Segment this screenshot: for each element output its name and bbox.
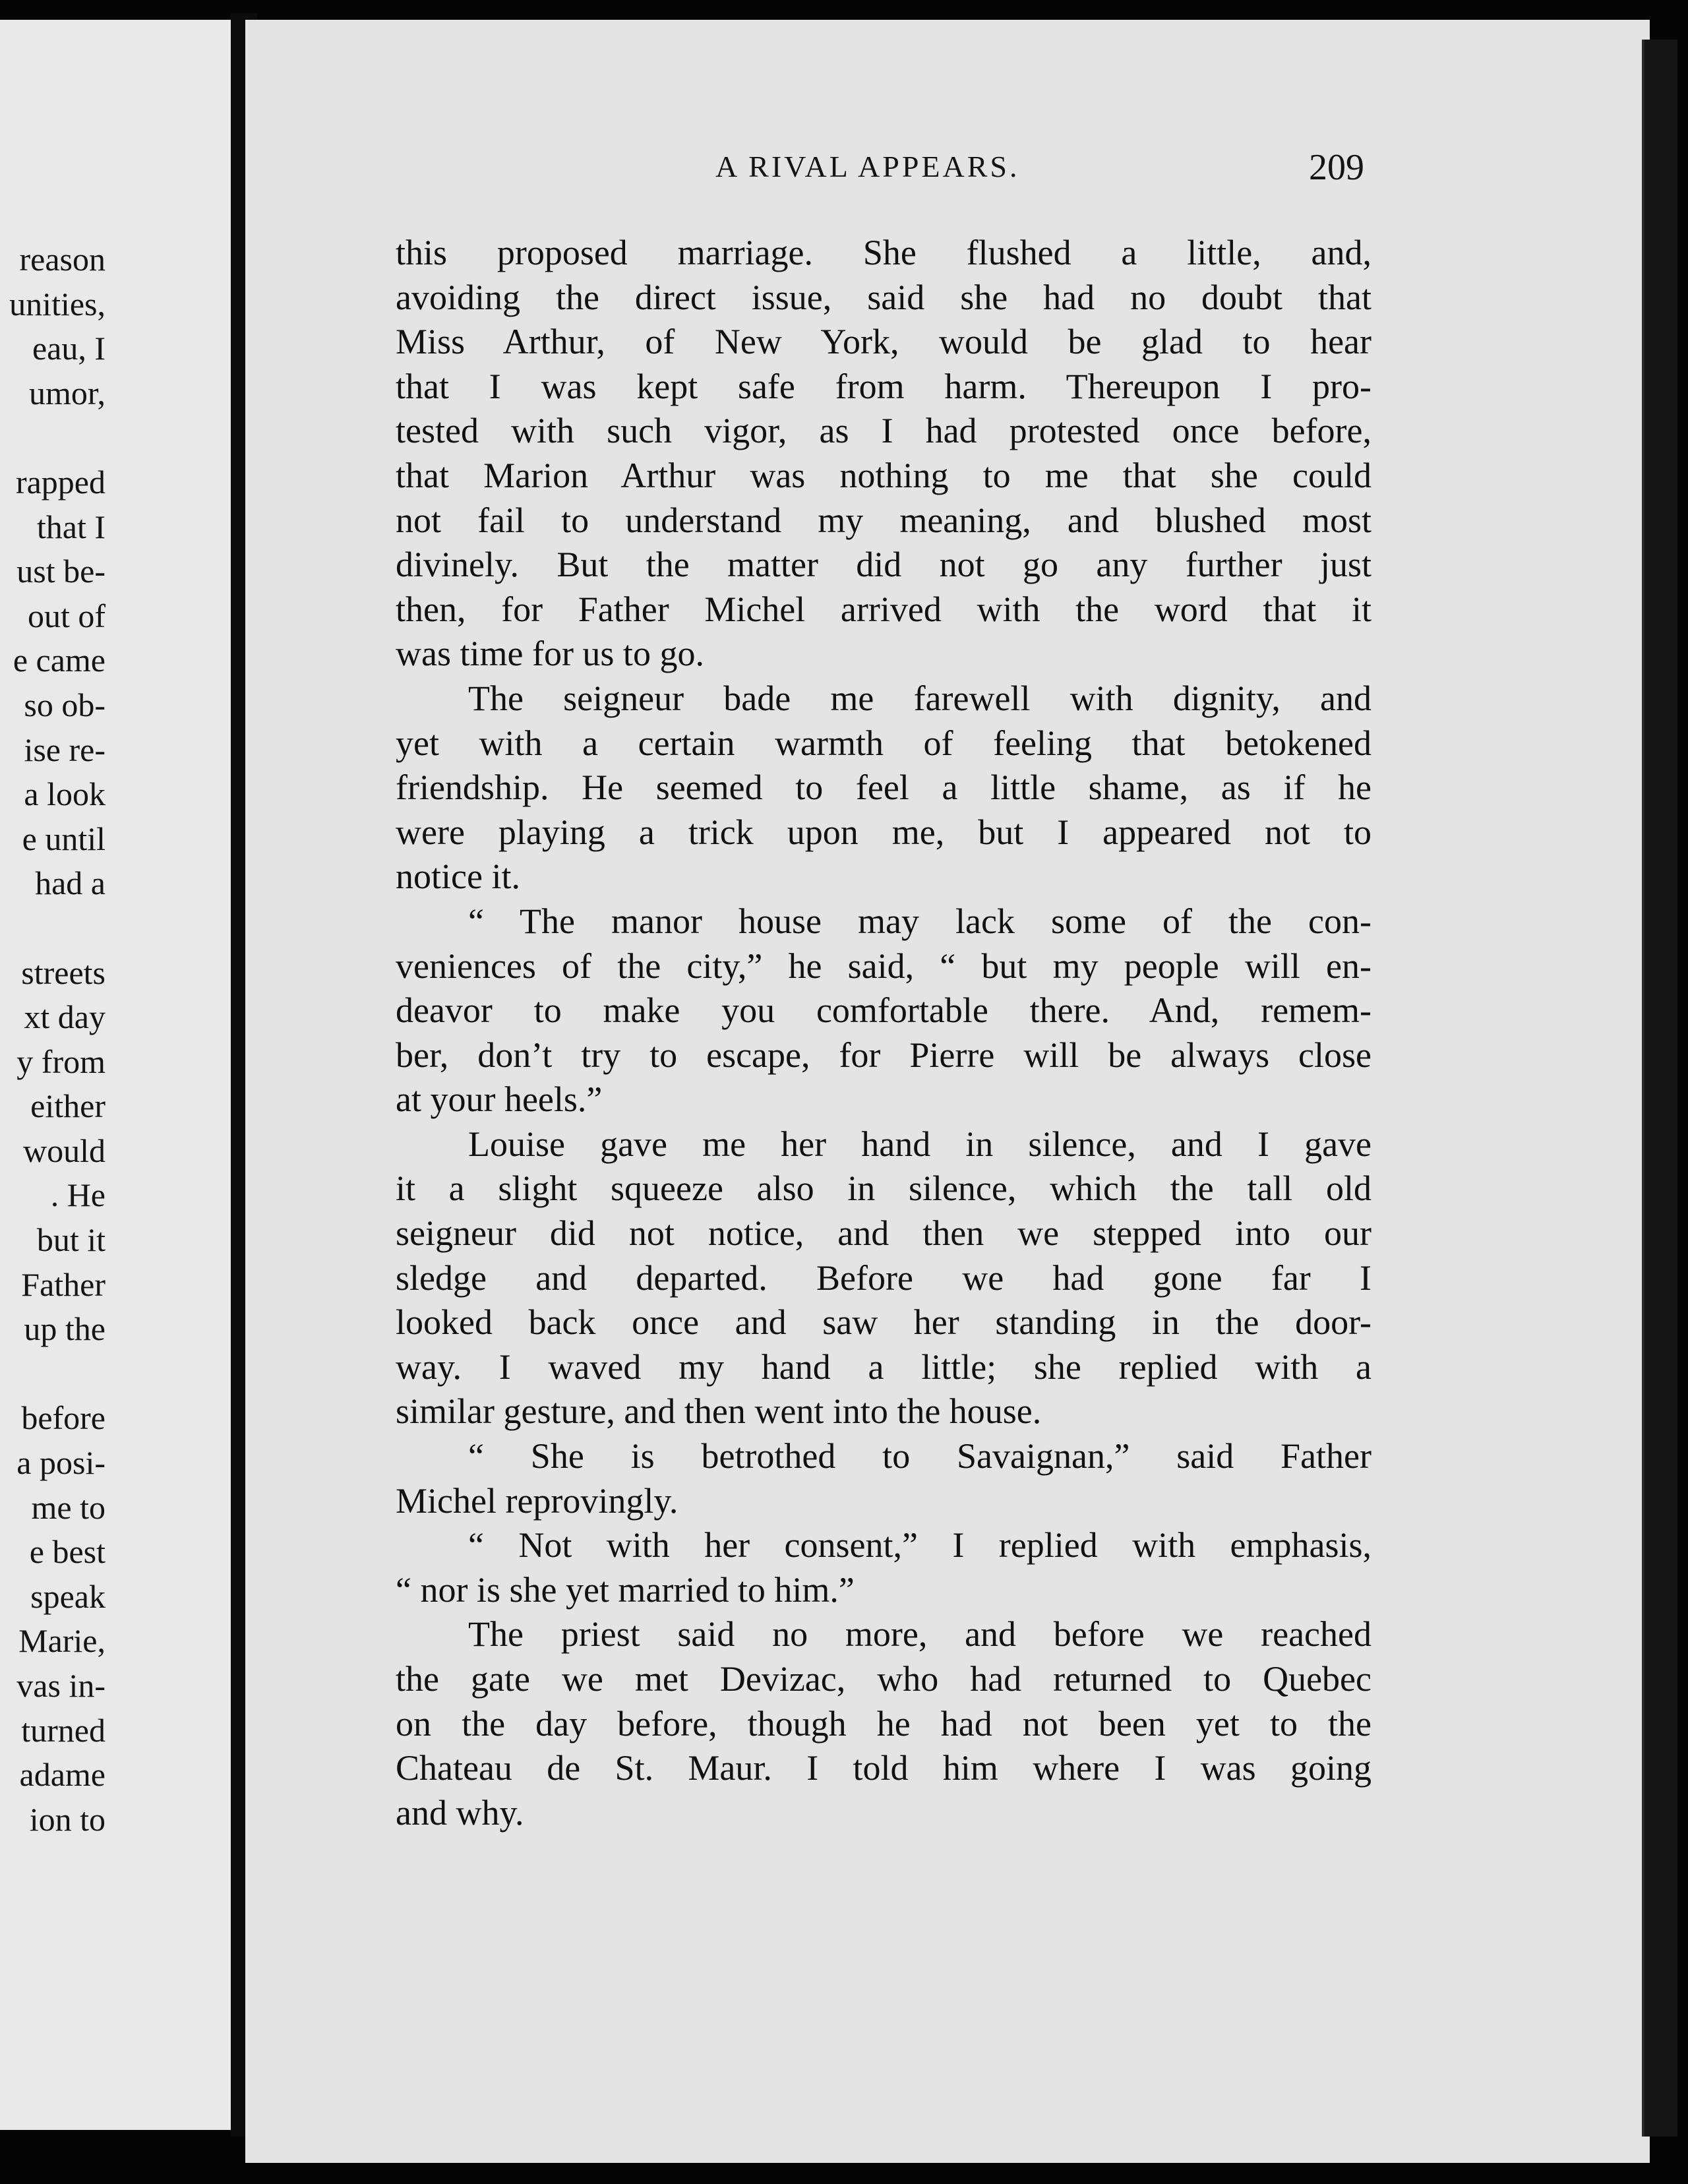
text-line: yet with a certain warmth of feeling that betokened (396, 723, 1372, 763)
text-line: The priest said no more, and before we reached (468, 1614, 1372, 1654)
text-line: veniences of the city,” he said, “ but my people will en- (396, 946, 1372, 986)
text-line: Miss Arthur, of New York, would be glad to hear (396, 322, 1372, 362)
text-line: not fail to understand my meaning, and blushed most (396, 500, 1372, 540)
text-line: was time for us to go. (396, 634, 704, 674)
left-page-fragment: umor, (28, 374, 106, 411)
page-number: 209 (1309, 147, 1364, 188)
text-line: at your heels.” (396, 1079, 603, 1120)
left-page-fragment: a look (24, 775, 106, 813)
left-page-fragment: y from (16, 1043, 106, 1080)
left-page-fragment: out of (27, 597, 106, 634)
text-line: way. I waved my hand a little; she replied with a (396, 1347, 1372, 1387)
text-line: it a slight squeeze also in silence, which the tall old (396, 1168, 1372, 1209)
text-line: looked back once and saw her standing in the door- (396, 1302, 1372, 1343)
left-page-fragment: a posi- (16, 1444, 106, 1482)
left-page-fragment: e until (22, 820, 106, 857)
left-page-fragment: Marie, (18, 1622, 106, 1660)
text-line: “ nor is she yet married to him.” (396, 1569, 855, 1610)
text-line: ber, don’t try to escape, for Pierre will be always close (396, 1035, 1372, 1075)
text-line: that Marion Arthur was nothing to me that she could (396, 455, 1372, 495)
text-line: tested with such vigor, as I had protested once before, (396, 411, 1372, 451)
left-page-fragment: unities, (9, 285, 106, 322)
text-line: Michel reprovingly. (396, 1480, 678, 1521)
left-page-text-fragments (9, 237, 106, 1842)
left-page-fragment: up the (24, 1310, 106, 1348)
text-line: friendship. He seemed to feel a little shame, as if he (396, 768, 1372, 808)
left-page-fragment: turned (21, 1711, 106, 1749)
text-line: “ Not with her consent,” I replied with emphasis, (468, 1525, 1372, 1565)
left-page-fragment: but it (36, 1221, 106, 1259)
text-line: that I was kept safe from harm. Thereupon I pro- (396, 366, 1372, 406)
left-page-fragment: eau, I (32, 330, 106, 367)
left-page-fragment: reason (19, 241, 106, 278)
left-page-fragment: would (23, 1132, 106, 1169)
left-page-fragment (9, 415, 106, 460)
left-page-fragment: vas in- (16, 1667, 106, 1704)
left-page-fragment: adame (19, 1756, 106, 1794)
left-page-fragment: xt day (24, 998, 106, 1036)
left-page-fragment: e came (13, 642, 106, 679)
text-line: The seigneur bade me farewell with dignity, and (468, 678, 1372, 718)
body-text (396, 231, 1372, 1835)
left-page-fragment: e best (29, 1533, 106, 1571)
left-page-fragment: either (30, 1087, 106, 1125)
left-page-fragment: ion to (29, 1800, 106, 1838)
left-page-fragment: rapped (15, 463, 106, 501)
text-line: on the day before, though he had not been yet to the (396, 1703, 1372, 1744)
text-line: and why. (396, 1792, 524, 1833)
text-line: sledge and departed. Before we had gone far I (396, 1258, 1372, 1298)
left-page-fragment: Father (21, 1265, 106, 1303)
left-page-fragment: me to (31, 1488, 106, 1526)
left-page-fragment (9, 1352, 106, 1397)
left-page-fragment: that I (36, 508, 106, 545)
text-line: Chateau de St. Maur. I told him where I was going (396, 1748, 1372, 1788)
text-line: Louise gave me her hand in silence, and I gave (468, 1124, 1372, 1164)
text-line: this proposed marriage. She flushed a little, and, (396, 233, 1372, 272)
text-line: similar gesture, and then went into the house. (396, 1391, 1042, 1432)
left-page-fragment: streets (21, 954, 106, 991)
left-page-fragment: ust be- (16, 553, 106, 590)
text-line: seigneur did not notice, and then we stepped into our (396, 1213, 1372, 1254)
book-page-edge (1642, 40, 1677, 2137)
text-line: divinely. But the matter did not go any further just (396, 545, 1372, 585)
left-page-fragment: speak (30, 1577, 106, 1615)
facing-left-page (0, 20, 231, 2130)
text-line: deavor to make you comfortable there. And, remem- (396, 990, 1372, 1031)
text-line: “ The manor house may lack some of the con- (468, 901, 1372, 941)
left-page-fragment: ise re- (24, 731, 106, 768)
left-page-fragment (9, 906, 106, 951)
text-line: were playing a trick upon me, but I appeared not to (396, 812, 1372, 852)
text-line: avoiding the direct issue, said she had no doubt that (396, 277, 1372, 317)
text-line: then, for Father Michel arrived with the word that it (396, 589, 1372, 629)
text-line: the gate we met Devizac, who had returned to Quebec (396, 1659, 1372, 1699)
left-page-fragment: had a (35, 864, 106, 902)
text-line: notice it. (396, 857, 520, 897)
left-page-fragment: so ob- (24, 686, 106, 723)
left-page-fragment: before (21, 1399, 106, 1437)
text-line: “ She is betrothed to Savaignan,” said Father (468, 1436, 1372, 1476)
running-head: A RIVAL APPEARS. (715, 150, 1020, 183)
left-page-fragment: . He (50, 1176, 106, 1214)
